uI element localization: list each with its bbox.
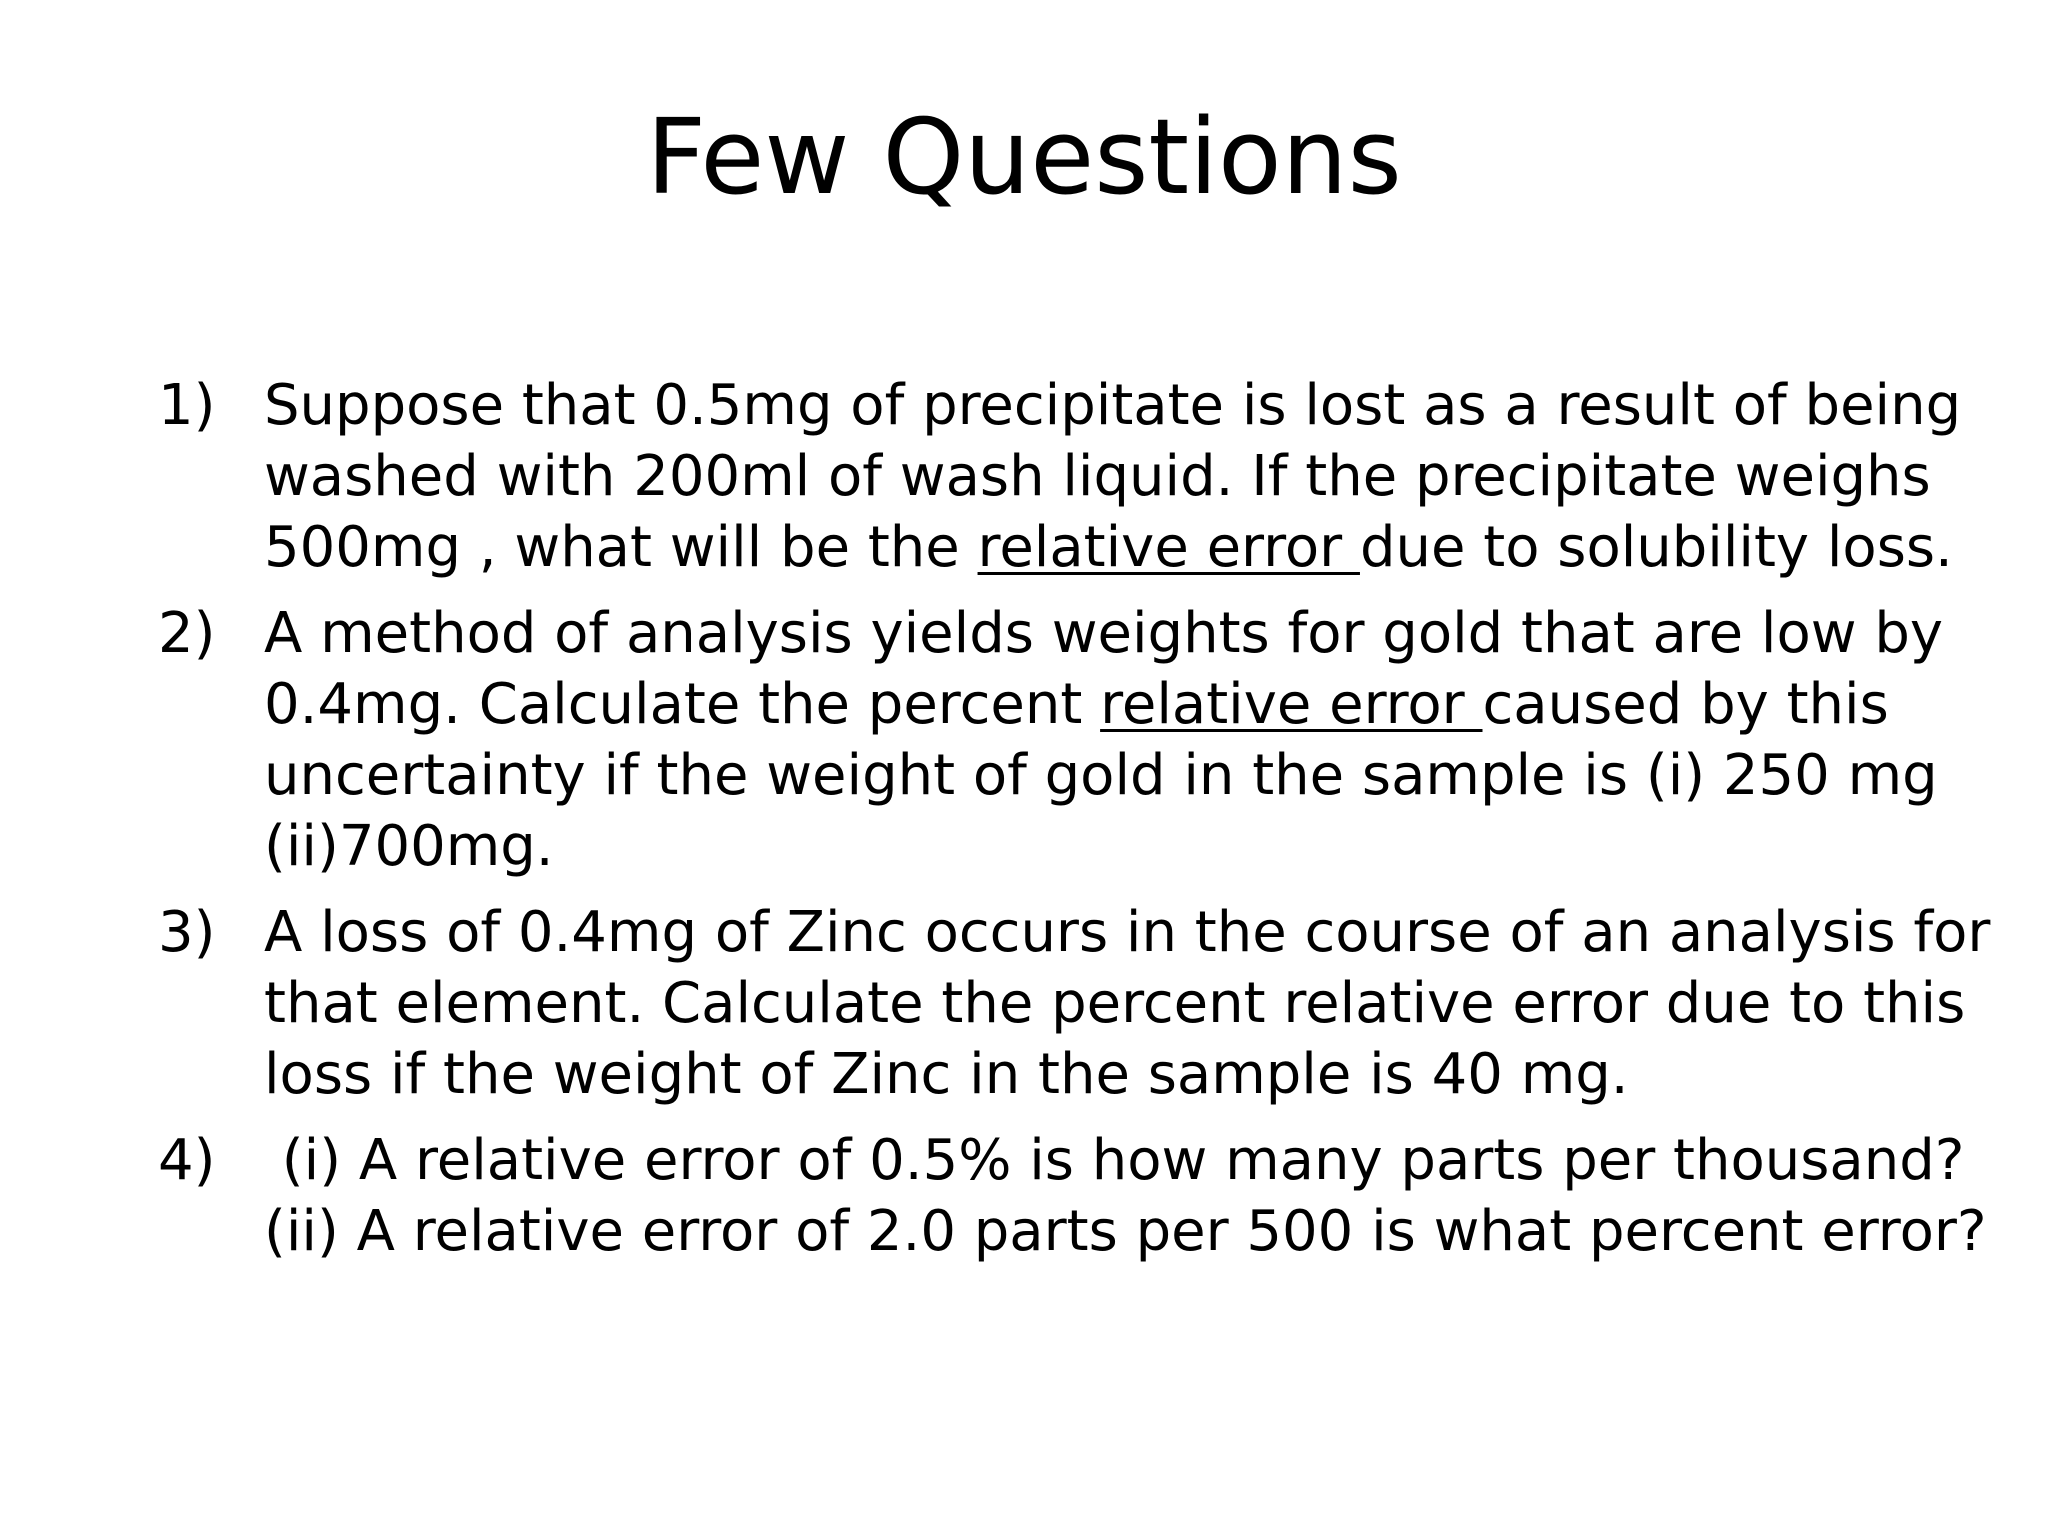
question-line: (ii) A relative error of 2.0 parts per 500 is what percent error? xyxy=(264,1199,1987,1264)
underlined-term: relative error xyxy=(977,515,1360,580)
question-item xyxy=(158,598,1958,882)
question-item xyxy=(158,897,1991,1110)
question-line: (ii)700mg. xyxy=(264,814,554,879)
question-line xyxy=(264,512,1961,583)
question-text xyxy=(264,598,1958,882)
question-text xyxy=(264,897,1990,1110)
question-text-segment: caused by this xyxy=(1482,672,1889,737)
slide-title: Few Questions xyxy=(646,96,1402,218)
question-number: 4) xyxy=(158,1128,216,1193)
question-number: 2) xyxy=(158,601,216,666)
underlined-term: relative error xyxy=(1100,672,1483,737)
question-line: Suppose that 0.5mg of precipitate is lost as a result of being xyxy=(264,373,1962,438)
question-line: A loss of 0.4mg of Zinc occurs in the course of an analysis for xyxy=(264,900,1991,965)
question-text-segment: 0.4mg. Calculate the percent xyxy=(264,672,1101,737)
question-number: 1) xyxy=(158,373,216,438)
question-item xyxy=(158,1125,1987,1267)
question-line: A method of analysis yields weights for gold that are low by xyxy=(264,601,1944,666)
question-number: 3) xyxy=(158,900,216,965)
question-line: washed with 200ml of wash liquid. If the precipitate weighs xyxy=(264,444,1931,509)
question-list xyxy=(158,370,1991,1282)
question-text-segment: 500mg , what will be the xyxy=(264,515,978,580)
question-text-segment: due to solubility loss. xyxy=(1359,515,1953,580)
question-line: loss if the weight of Zinc in the sample is 40 mg. xyxy=(264,1042,1629,1107)
question-line: uncertainty if the weight of gold in the sample is (i) 250 mg xyxy=(264,743,1938,808)
question-line xyxy=(264,669,1958,740)
question-line: that element. Calculate the percent relative error due to this xyxy=(264,971,1966,1036)
question-text xyxy=(264,370,1961,583)
question-line: (i) A relative error of 0.5% is how many parts per thousand? xyxy=(264,1128,1965,1193)
question-item xyxy=(158,370,1962,583)
question-text xyxy=(264,1125,1987,1267)
